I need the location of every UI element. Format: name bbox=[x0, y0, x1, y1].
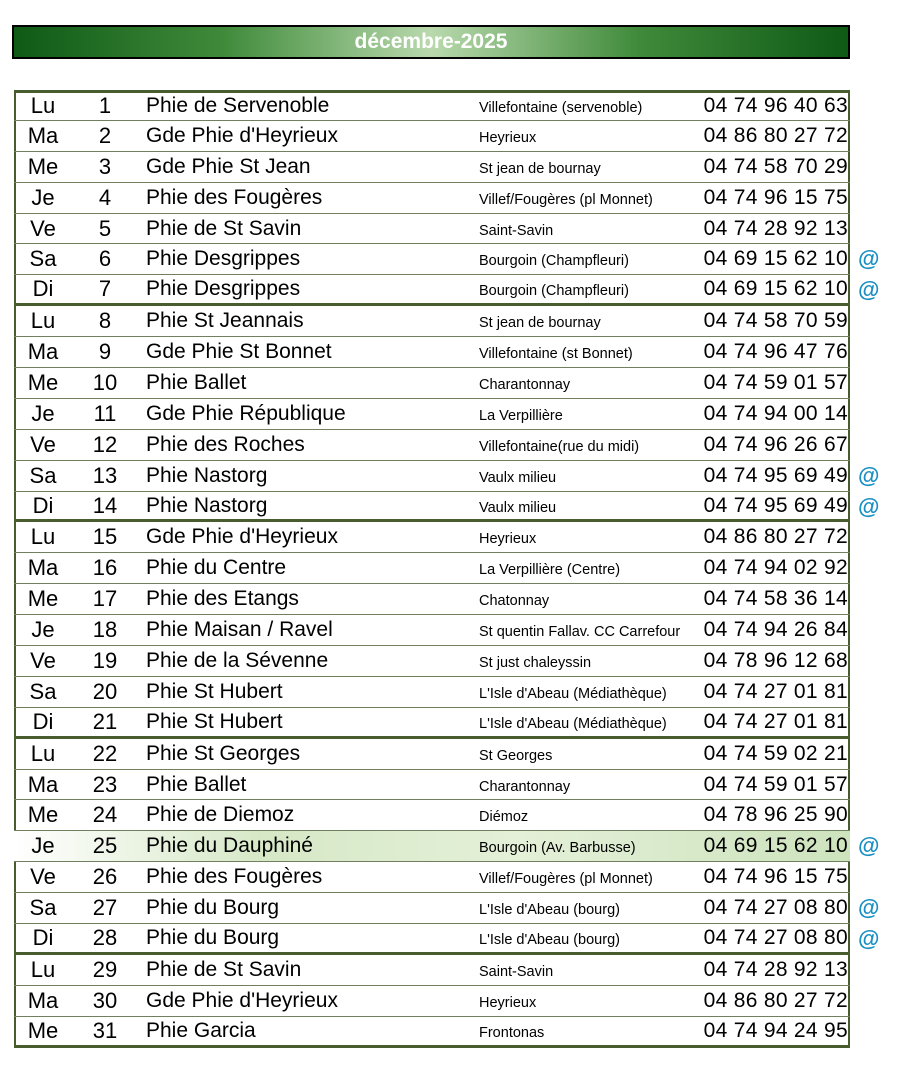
day-cell: Di bbox=[32, 492, 54, 518]
date-number: 29 bbox=[92, 956, 118, 982]
pharmacy-duty-table bbox=[14, 90, 850, 1048]
day-cell: Je bbox=[31, 617, 55, 643]
pharmacy-town: L'Isle d'Abeau (bourg) bbox=[479, 902, 620, 919]
pharmacy-name: Phie Ballet bbox=[146, 772, 247, 796]
table-row bbox=[14, 584, 850, 615]
date-number: 17 bbox=[92, 586, 118, 612]
day-cell: Ma bbox=[27, 122, 59, 148]
pharmacy-phone: 04 74 95 69 49 bbox=[703, 463, 848, 487]
date-number: 26 bbox=[92, 864, 118, 890]
table-row bbox=[14, 152, 850, 183]
table-row bbox=[14, 862, 850, 893]
pharmacy-name: Phie Garcia bbox=[146, 1018, 256, 1042]
pharmacy-town: Villefontaine (st Bonnet) bbox=[479, 346, 633, 363]
pharmacy-phone: 04 74 58 70 59 bbox=[703, 309, 848, 333]
email-at-icon[interactable]: @ bbox=[858, 833, 880, 859]
date-number: 1 bbox=[98, 93, 112, 119]
pharmacy-name: Phie des Fougères bbox=[146, 185, 323, 209]
pharmacy-name: Phie de la Sévenne bbox=[146, 648, 329, 672]
pharmacy-phone: 04 74 94 24 95 bbox=[703, 1018, 848, 1042]
table-row bbox=[14, 337, 850, 368]
pharmacy-name: Gde Phie St Bonnet bbox=[146, 340, 332, 364]
day-cell: Ve bbox=[30, 215, 56, 241]
day-cell: Lu bbox=[30, 524, 56, 550]
date-number: 9 bbox=[98, 339, 112, 365]
table-row bbox=[14, 90, 850, 121]
pharmacy-town: Heyrieux bbox=[479, 531, 537, 548]
table-row bbox=[14, 646, 850, 677]
date-number: 19 bbox=[92, 647, 118, 673]
pharmacy-name: Phie St Georges bbox=[146, 741, 301, 765]
pharmacy-name: Phie Nastorg bbox=[146, 463, 268, 487]
table-row bbox=[14, 893, 850, 924]
pharmacy-phone: 04 69 15 62 10 bbox=[703, 277, 848, 301]
pharmacy-town: St just chaleyssin bbox=[479, 654, 592, 671]
pharmacy-name: Phie de St Savin bbox=[146, 216, 302, 240]
pharmacy-phone: 04 74 58 70 29 bbox=[703, 154, 848, 178]
date-number: 5 bbox=[98, 215, 112, 241]
pharmacy-town: Heyrieux bbox=[479, 994, 537, 1011]
day-cell: Me bbox=[27, 586, 59, 612]
pharmacy-town: Villefontaine(rue du midi) bbox=[479, 438, 640, 455]
date-number: 6 bbox=[98, 246, 112, 272]
email-at-icon[interactable]: @ bbox=[858, 494, 880, 520]
day-cell: Di bbox=[32, 708, 54, 734]
day-cell: Me bbox=[27, 153, 59, 179]
table-row bbox=[14, 986, 850, 1017]
date-number: 4 bbox=[98, 184, 112, 210]
table-row bbox=[14, 770, 850, 801]
pharmacy-town: La Verpillière (Centre) bbox=[479, 562, 621, 579]
pharmacy-town: L'Isle d'Abeau (bourg) bbox=[479, 931, 620, 948]
pharmacy-town: Charantonnay bbox=[479, 376, 571, 393]
pharmacy-town: Villef/Fougères (pl Monnet) bbox=[479, 871, 653, 888]
pharmacy-name: Gde Phie République bbox=[146, 401, 346, 425]
day-cell: Me bbox=[27, 802, 59, 828]
day-cell: Je bbox=[31, 400, 55, 426]
date-number: 13 bbox=[92, 462, 118, 488]
day-cell: Sa bbox=[29, 678, 57, 704]
pharmacy-name: Phie St Hubert bbox=[146, 709, 283, 733]
day-cell: Je bbox=[31, 184, 55, 210]
day-cell: Me bbox=[27, 369, 59, 395]
day-cell: Me bbox=[27, 1017, 59, 1043]
pharmacy-town: Bourgoin (Champfleuri) bbox=[479, 253, 629, 270]
pharmacy-phone: 04 74 95 69 49 bbox=[703, 493, 848, 517]
date-number: 21 bbox=[92, 708, 118, 734]
table-row bbox=[14, 924, 850, 955]
date-number: 31 bbox=[92, 1017, 118, 1043]
email-at-icon[interactable]: @ bbox=[858, 463, 880, 489]
pharmacy-town: St quentin Fallav. CC Carrefour bbox=[479, 624, 681, 641]
date-number: 18 bbox=[92, 617, 118, 643]
pharmacy-name: Phie Nastorg bbox=[146, 493, 268, 517]
date-number: 12 bbox=[92, 431, 118, 457]
pharmacy-town: Saint-Savin bbox=[479, 222, 554, 239]
pharmacy-phone: 04 74 96 15 75 bbox=[703, 185, 848, 209]
table-row bbox=[14, 522, 850, 553]
day-cell: Ve bbox=[30, 431, 56, 457]
pharmacy-phone: 04 74 94 26 84 bbox=[703, 618, 848, 642]
pharmacy-town: Diémoz bbox=[479, 809, 529, 826]
pharmacy-town: Frontonas bbox=[479, 1024, 545, 1041]
pharmacy-phone: 04 74 27 08 80 bbox=[703, 896, 848, 920]
day-cell: Sa bbox=[29, 246, 57, 272]
pharmacy-town: St jean de bournay bbox=[479, 315, 601, 332]
table-row bbox=[14, 492, 850, 523]
date-number: 15 bbox=[92, 524, 118, 550]
date-number: 3 bbox=[98, 153, 112, 179]
pharmacy-town: St Georges bbox=[479, 747, 553, 764]
date-number: 28 bbox=[92, 924, 118, 950]
day-cell: Di bbox=[32, 924, 54, 950]
table-row bbox=[14, 461, 850, 492]
pharmacy-phone: 04 74 96 40 63 bbox=[703, 94, 848, 118]
pharmacy-phone: 04 86 80 27 72 bbox=[703, 525, 848, 549]
pharmacy-phone: 04 69 15 62 10 bbox=[703, 247, 848, 271]
email-at-icon[interactable]: @ bbox=[858, 246, 880, 272]
pharmacy-phone: 04 74 59 02 21 bbox=[703, 741, 848, 765]
pharmacy-phone: 04 86 80 27 72 bbox=[703, 988, 848, 1012]
day-cell: Di bbox=[32, 276, 54, 302]
pharmacy-town: Chatonnay bbox=[479, 593, 550, 610]
pharmacy-name: Phie des Roches bbox=[146, 432, 305, 456]
table-row bbox=[14, 1017, 850, 1048]
pharmacy-phone: 04 78 96 25 90 bbox=[703, 803, 848, 827]
pharmacy-name: Phie du Centre bbox=[146, 556, 287, 580]
pharmacy-name: Gde Phie d'Heyrieux bbox=[146, 988, 338, 1012]
email-at-icon[interactable]: @ bbox=[858, 895, 880, 921]
day-cell: Lu bbox=[30, 740, 56, 766]
pharmacy-phone: 04 74 58 36 14 bbox=[703, 587, 848, 611]
pharmacy-name: Phie de Diemoz bbox=[146, 803, 295, 827]
date-number: 14 bbox=[92, 492, 118, 518]
email-at-icon[interactable]: @ bbox=[858, 926, 880, 952]
day-cell: Ma bbox=[27, 555, 59, 581]
pharmacy-town: Heyrieux bbox=[479, 129, 537, 146]
pharmacy-phone: 04 74 96 47 76 bbox=[703, 340, 848, 364]
pharmacy-town: St jean de bournay bbox=[479, 160, 601, 177]
day-cell: Je bbox=[31, 833, 55, 859]
pharmacy-town: Vaulx milieu bbox=[479, 469, 557, 486]
day-cell: Sa bbox=[29, 462, 57, 488]
pharmacy-phone: 04 78 96 12 68 bbox=[703, 648, 848, 672]
table-row bbox=[14, 121, 850, 152]
day-cell: Ve bbox=[30, 647, 56, 673]
pharmacy-phone: 04 74 96 15 75 bbox=[703, 865, 848, 889]
table-row bbox=[14, 275, 850, 306]
pharmacy-town: Vaulx milieu bbox=[479, 499, 557, 516]
day-cell: Lu bbox=[30, 308, 56, 334]
pharmacy-name: Phie Maisan / Ravel bbox=[146, 618, 333, 642]
month-title: décembre-2025 bbox=[12, 25, 850, 59]
date-number: 8 bbox=[98, 308, 112, 334]
pharmacy-phone: 04 86 80 27 72 bbox=[703, 123, 848, 147]
email-at-icon[interactable]: @ bbox=[858, 277, 880, 303]
date-number: 24 bbox=[92, 802, 118, 828]
pharmacy-name: Phie du Dauphiné bbox=[146, 834, 313, 858]
pharmacy-name: Phie Desgrippes bbox=[146, 247, 301, 271]
pharmacy-name: Phie du Bourg bbox=[146, 925, 280, 949]
pharmacy-phone: 04 69 15 62 10 bbox=[703, 834, 848, 858]
date-number: 10 bbox=[92, 369, 118, 395]
pharmacy-name: Gde Phie d'Heyrieux bbox=[146, 123, 338, 147]
pharmacy-town: L'Isle d'Abeau (Médiathèque) bbox=[479, 685, 667, 702]
table-row bbox=[14, 615, 850, 646]
date-number: 7 bbox=[98, 276, 112, 302]
pharmacy-name: Phie Ballet bbox=[146, 370, 247, 394]
day-cell: Sa bbox=[29, 895, 57, 921]
pharmacy-town: Bourgoin (Champfleuri) bbox=[479, 283, 629, 300]
pharmacy-town: Saint-Savin bbox=[479, 963, 554, 980]
table-row bbox=[14, 368, 850, 399]
table-row bbox=[14, 214, 850, 245]
table-row bbox=[14, 677, 850, 708]
date-number: 20 bbox=[92, 678, 118, 704]
pharmacy-name: Phie de St Savin bbox=[146, 957, 302, 981]
table-row bbox=[14, 955, 850, 986]
pharmacy-town: Bourgoin (Av. Barbusse) bbox=[479, 840, 636, 857]
pharmacy-phone: 04 74 94 00 14 bbox=[703, 401, 848, 425]
day-cell: Ma bbox=[27, 987, 59, 1013]
pharmacy-town: Villefontaine (servenoble) bbox=[479, 100, 643, 117]
date-number: 11 bbox=[93, 400, 117, 426]
day-cell: Ma bbox=[27, 339, 59, 365]
pharmacy-phone: 04 74 96 26 67 bbox=[703, 432, 848, 456]
pharmacy-phone: 04 74 59 01 57 bbox=[703, 370, 848, 394]
table-row bbox=[14, 430, 850, 461]
pharmacy-town: L'Isle d'Abeau (Médiathèque) bbox=[479, 715, 667, 732]
table-row bbox=[14, 739, 850, 770]
pharmacy-name: Phie des Etangs bbox=[146, 587, 299, 611]
pharmacy-phone: 04 74 28 92 13 bbox=[703, 957, 848, 981]
day-cell: Lu bbox=[30, 93, 56, 119]
date-number: 22 bbox=[92, 740, 118, 766]
pharmacy-phone: 04 74 27 01 81 bbox=[703, 679, 848, 703]
pharmacy-name: Gde Phie d'Heyrieux bbox=[146, 525, 338, 549]
date-number: 16 bbox=[92, 555, 118, 581]
table-row bbox=[14, 800, 850, 831]
table-row bbox=[14, 244, 850, 275]
table-row bbox=[14, 831, 850, 862]
table-row bbox=[14, 553, 850, 584]
pharmacy-phone: 04 74 94 02 92 bbox=[703, 556, 848, 580]
table-row bbox=[14, 708, 850, 739]
table-row bbox=[14, 399, 850, 430]
day-cell: Ma bbox=[27, 771, 59, 797]
pharmacy-name: Gde Phie St Jean bbox=[146, 154, 311, 178]
date-number: 23 bbox=[92, 771, 118, 797]
day-cell: Lu bbox=[30, 956, 56, 982]
pharmacy-town: Villef/Fougères (pl Monnet) bbox=[479, 191, 653, 208]
pharmacy-town: La Verpillière bbox=[479, 407, 563, 424]
pharmacy-name: Phie du Bourg bbox=[146, 896, 280, 920]
table-row bbox=[14, 183, 850, 214]
date-number: 27 bbox=[92, 895, 118, 921]
pharmacy-name: Phie St Jeannais bbox=[146, 309, 304, 333]
date-number: 25 bbox=[92, 833, 118, 859]
date-number: 2 bbox=[98, 122, 112, 148]
pharmacy-name: Phie de Servenoble bbox=[146, 94, 330, 118]
pharmacy-phone: 04 74 27 01 81 bbox=[703, 709, 848, 733]
pharmacy-town: Charantonnay bbox=[479, 778, 571, 795]
pharmacy-name: Phie St Hubert bbox=[146, 679, 283, 703]
date-number: 30 bbox=[92, 987, 118, 1013]
day-cell: Ve bbox=[30, 864, 56, 890]
pharmacy-phone: 04 74 59 01 57 bbox=[703, 772, 848, 796]
pharmacy-name: Phie des Fougères bbox=[146, 865, 323, 889]
table-row bbox=[14, 306, 850, 337]
pharmacy-name: Phie Desgrippes bbox=[146, 277, 301, 301]
pharmacy-phone: 04 74 27 08 80 bbox=[703, 925, 848, 949]
pharmacy-phone: 04 74 28 92 13 bbox=[703, 216, 848, 240]
